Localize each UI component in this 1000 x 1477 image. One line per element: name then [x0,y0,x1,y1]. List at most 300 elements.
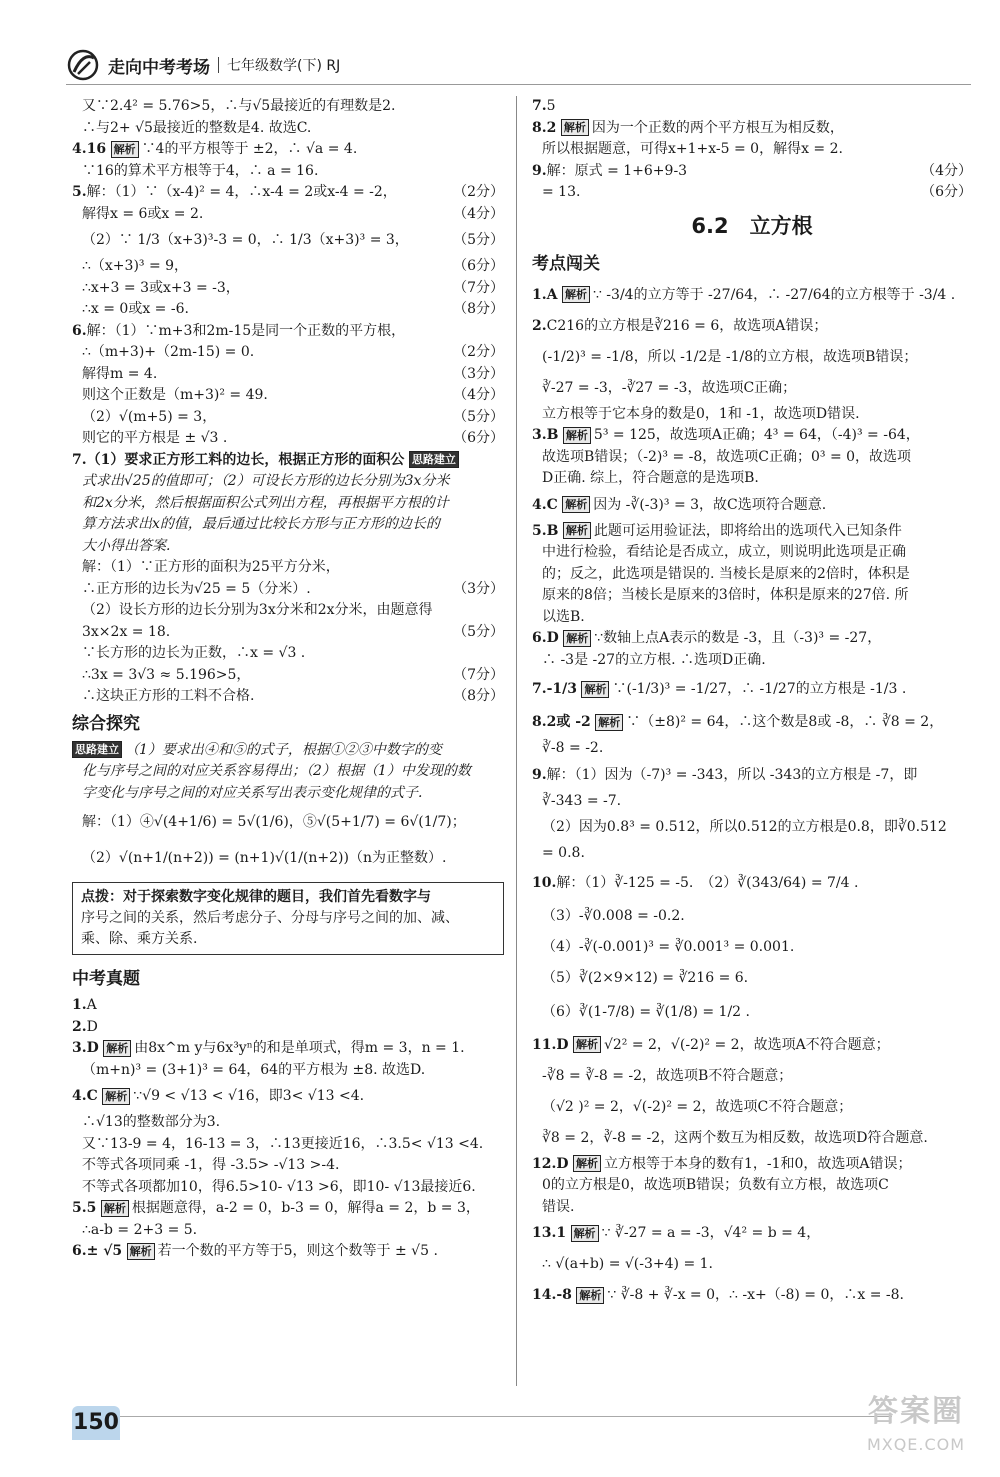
answer-line [72,204,504,226]
line-text: D [86,1018,98,1035]
line-content [72,1112,220,1134]
line-text: 解：（1）∵（x-4)² = 4，∴x-4 = 2或x-4 = -2， [86,184,397,200]
line-text: 则它的平方根是 ± √3 . [82,430,228,446]
line-text: ∴ √(a+b) = √(-3+4) = 1. [542,1256,713,1272]
analysis-tag: 解析 [562,286,590,303]
answer-choice: C [546,496,558,513]
line-content [72,1060,425,1082]
analysis-text: 立方根等于本身的数有1，-1和0，故选项A错误； [603,1155,912,1172]
line-content [532,738,603,760]
analysis-text: ∵√9 < √13 < √16，即3< √13 <4. [133,1088,365,1104]
analysis-text: ∵ ∛-27 = a = -3，√4² = b = 4， [601,1225,821,1241]
line-text: 解：（1）④√(4+1/6) = 5√(1/6)，⑤√(5+1/7) = 6√(1/7)； [82,814,466,830]
answer-line [532,425,972,447]
answer-line [72,1081,504,1112]
line-content [532,994,750,1030]
line-text: 所以根据题意，可得x+1+x-5 = 0，解得x = 2. [542,141,843,157]
answer-line [72,139,504,161]
answer-line [532,118,972,140]
line-text: 和2x分米，然后根据面积公式列出方程，再根据平方根的计 [82,494,449,511]
answer-line [532,404,972,426]
line-content [532,311,827,342]
line-content [72,256,188,278]
question-number: 4. [72,141,87,157]
answer-line [72,622,504,644]
answer-line [532,96,972,118]
answer-line [72,493,504,515]
answer-line [72,1155,504,1177]
line-text: 算方法求出x的值，最后通过比较长方形与正方形的边长的 [82,516,440,532]
question-number: 14. [532,1287,557,1303]
line-text: D正确. 综上，符合题意的是选项B. [542,470,759,486]
answer-line [72,1060,504,1082]
section-heading-real-exam: 中考真题 [72,969,140,989]
analysis-text: ∵数轴上点A表示的数是 -3，且（-3)³ = -27， [594,630,882,646]
answer-line [532,139,972,161]
question-number: 5. [532,522,547,539]
line-content [72,139,357,161]
line-content [72,643,305,665]
answer-line [72,740,504,762]
line-content [72,761,471,783]
answer-line [72,428,504,450]
answer-line [72,804,504,840]
question-number: 5. [72,184,87,200]
line-text: 5 [546,98,556,114]
analysis-tag: 解析 [573,1036,601,1053]
line-content [72,1177,476,1199]
answer-line [532,738,972,760]
analysis-tag: 解析 [563,630,591,647]
answer-line [72,643,504,665]
answer-line [532,932,972,963]
question-number: 7. [72,451,87,468]
line-content [532,447,911,469]
line-text: C [546,317,558,334]
line-text: （4）-∛(-0.001)³ = ∛0.001³ = 0.001. [542,938,795,955]
score-note: （2分） [453,184,504,200]
line-content [532,1175,889,1197]
answer-line [532,963,972,994]
answer-choice: D [546,630,559,646]
line-content [72,536,170,558]
answer-line [532,843,972,865]
line-text: （6）∛(1-7/8) = ∛(1/8) = 1/2 . [542,1003,750,1020]
line-text: ∴这块正方形的工料不合格. [82,688,255,704]
line-content [532,1154,912,1176]
line-text: ∴x+3 = 3或x+3 = -3， [82,279,240,296]
tip-line: 点拨：对于探索数字变化规律的题目，我们首先看数字与 [81,889,431,905]
line-text: （2）√(m+5) = 3， [82,408,217,425]
line-content [532,564,910,586]
analysis-tag: 解析 [571,1225,599,1242]
answer-line [532,447,972,469]
answer-line [532,311,972,342]
line-text: ∛-8 = -2. [542,740,604,756]
line-text: 解得x = 6或x = 2. [82,205,204,222]
analysis-tag: 解析 [563,522,591,539]
real-exam-answer-lines [72,995,504,1263]
answer-line [532,1280,972,1311]
line-text: A [86,997,97,1013]
answer-line [532,1218,972,1249]
line-text: 错误. [542,1198,575,1215]
score-note: （7分） [453,279,504,296]
answer-line [72,557,504,579]
right-top-answer-lines [532,96,972,204]
line-text: 0的立方根是0，故选项B错误；负数有立方根，故选项C [542,1177,889,1193]
line-text: 大小得出答案. [82,537,171,554]
line-content [72,1155,339,1177]
line-text: 解：（1）因为（-7)³ = -343，所以 -343的立方根是 -7，即 [546,766,918,783]
analysis-tag: 解析 [561,119,589,136]
line-content [72,995,97,1017]
line-text: 解：原式 = 1+6+9-3 [546,162,688,179]
left-answer-lines [72,96,504,708]
score-note: （7分） [453,666,504,683]
line-text: ∴（x+3)³ = 9， [82,258,189,274]
answer-line [532,791,972,813]
question-number: 6. [72,322,87,339]
line-text: （3）-∛0.008 = -0.2. [542,907,685,924]
line-text: （1）要求出④和⑤的式子，根据①②③中数字的变 [125,741,442,758]
line-text: ∴3x = 3√3 ≈ 5.196>5， [82,666,251,683]
answer-line [532,1123,972,1154]
line-content [532,468,759,490]
answer-line [72,118,504,140]
line-text: 中进行检验，看结论是否成立，成立，则说明此选项是正确 [542,544,906,560]
answer-line [532,707,972,738]
question-number: 5. [72,1200,87,1216]
line-content [532,342,917,373]
line-content [72,1220,197,1242]
analysis-tag: 解析 [562,496,590,513]
score-note: （4分） [921,162,972,179]
score-note: （5分） [453,232,504,248]
answer-line [72,225,504,256]
line-text: （2）∵ 1/3（x+3)³-3 = 0，∴ 1/3（x+3)³ = 3， [82,232,409,248]
line-text: ∴ -3是 -27的立方根. ∴选项D正确. [542,651,766,668]
line-content [72,686,254,708]
answer-line [532,865,972,901]
line-content [72,840,446,876]
analysis-text: 此题可运用验证法，即将给出的选项代入已知条件 [593,522,902,539]
line-text: -∛8 = ∛-8 = -2，故选项B不符合题意； [542,1067,793,1084]
answer-line [72,161,504,183]
line-text: ∴与2+ √5最接近的整数是4. 故选C. [82,119,312,136]
question-number: 2. [532,317,547,334]
answer-line [72,256,504,278]
analysis-tag: 思路建立 [409,451,459,468]
line-content [72,493,449,515]
answer-line [72,450,504,472]
line-content [72,1241,438,1263]
line-text: (-1/2)³ = -1/8，所以 -1/2是 -1/8的立方根，故选项B错误； [542,348,918,365]
answer-line [72,96,504,118]
line-text: 又∵13-9 = 4，16-13 = 3，∴13更接近16，∴3.5< √13 <4. [82,1135,484,1152]
line-content [532,521,902,543]
line-text: ∛-27 = -3，-∛27 = -3，故选项C正确； [542,379,797,396]
answer-choice: ± √5 [86,1243,123,1259]
brand-logo-icon [66,48,100,82]
line-text: （5）∛(2×9×12) = ∛216 = 6. [542,969,749,986]
analysis-tag: 解析 [581,681,609,698]
line-content [72,1017,98,1039]
line-text: ∴（m+3)+（2m-15) = 0. [82,344,255,360]
answer-line [72,579,504,601]
line-text: ∵长方形的边长为正数，∴x = √3 . [82,645,306,661]
line-text: 又∵2.4² = 5.76>5，∴与√5最接近的有理数是2. [82,98,396,114]
line-content [72,783,422,805]
line-content [72,161,318,183]
analysis-tag: 思路建立 [72,741,122,758]
column-divider [516,96,517,1386]
section-heading-explore: 综合探究 [72,713,140,734]
line-text: 式求出√25的值即可；（2）可设长方形的边长分别为3x分米 [82,473,450,489]
analysis-text: ∵（±8)² = 64，∴这个数是8或 -8，∴ ∛8 = 2， [626,714,944,730]
line-content [532,812,947,843]
line-content [532,650,766,672]
line-text: 原来的8倍；当棱长是原来的3倍时，体积是原来的27倍. 所 [542,587,909,603]
line-content [72,204,203,226]
tip-line: 乘、除、乘方关系. [81,931,198,947]
question-number: 6. [72,1243,87,1259]
line-text: （2）设长方形的边长分别为3x分米和2x分米，由题意得 [82,602,433,618]
line-content [532,373,796,404]
section-subheading: 考点闯关 [532,253,600,274]
question-number: 7. [532,98,547,114]
score-note: （4分） [453,387,504,403]
line-text: 解：（1）∛-125 = -5. （2）∛(343/64) = 7/4 . [556,874,859,891]
answer-line [72,407,504,429]
line-text: 则这个正数是（m+3)² = 49. [82,387,268,403]
analysis-text: 因为一个正数的两个平方根互为相反数， [591,119,844,136]
answer-line [532,1249,972,1280]
line-text: 解得m = 4. [82,365,158,382]
line-content [532,1249,713,1280]
question-number: 13. [532,1225,557,1241]
line-content [532,182,580,204]
tip-lines [81,887,495,950]
question-number: 10. [532,874,557,891]
score-note: （6分） [453,258,504,274]
answer-line [72,1177,504,1199]
line-text: （√2 )² = 2，√(-2)² = 2，故选项C不符合题意； [542,1098,853,1115]
question-number: 6. [532,630,547,646]
answer-line [72,385,504,407]
answer-line [72,665,504,687]
answer-line [72,783,504,805]
line-content [72,600,433,622]
right-answer-lines [532,280,972,1312]
score-note: （4分） [453,205,504,222]
answer-choice: D [556,1155,569,1172]
question-number: 4. [532,496,547,513]
line-content [72,225,409,256]
line-content [532,425,920,447]
explore-answer-lines [72,740,504,877]
analysis-text: ∵(-1/3)³ = -1/27，∴ -1/27的立方根是 -1/3 . [612,681,907,697]
answer-line [72,536,504,558]
answer-line [72,600,504,622]
line-content [72,1081,364,1112]
line-content [532,1092,852,1123]
score-note: （5分） [453,408,504,425]
line-content [532,118,844,140]
question-number: 9. [532,766,547,783]
answer-line [532,1154,972,1176]
line-text: ∛8 = 2，∛-8 = -2，这两个数互为相反数，故选项D符合题意. [542,1129,928,1146]
line-text: ∵16的算术平方根等于4，∴ a = 16. [82,162,319,179]
analysis-text: 由8x^m y与6x³yⁿ的和是单项式，得m = 3，n = 1. [134,1040,465,1056]
line-content [532,280,955,311]
analysis-text: ∵4的平方根等于 ±2，∴ √a = 4. [141,141,358,157]
line-content [72,450,462,472]
line-content [72,321,405,343]
answer-line [72,321,504,343]
answer-line [532,280,972,311]
line-content [532,932,794,963]
line-text: 化与序号之间的对应关系容易得出；（2）根据（1）中发现的数 [82,763,471,779]
question-number: 8. [532,714,547,730]
watermark [846,1390,986,1466]
line-content [532,490,826,521]
line-text: ∛-343 = -7. [542,792,622,809]
answer-line [532,468,972,490]
line-text: ∴正方形的边长为√25 = 5（分米）. [82,580,311,597]
answer-choice: （1）要求正方形工料的边长，根据正方形的面积公 [86,451,405,468]
book-subtitle: 七年级数学(下) RJ [227,58,341,74]
line-text: 以选B. [542,608,585,625]
score-note: （3分） [453,580,504,597]
line-content [532,865,858,901]
line-text: ∴x = 0或x = -6. [82,301,189,317]
score-note: （8分） [453,301,504,317]
analysis-tag: 解析 [563,427,591,444]
line-text: 3x×2x = 18. [82,623,171,640]
watermark-main: 答案圈 [868,1394,964,1429]
line-content [532,96,556,118]
line-content [72,622,170,644]
line-content [72,740,442,762]
answer-choice: A [546,286,558,303]
answer-line [532,1030,972,1061]
line-text: ∴a-b = 2+3 = 5. [82,1221,198,1238]
answer-line [72,1220,504,1242]
answer-choice: 2 [546,119,557,136]
line-content [72,428,227,450]
answer-line [532,564,972,586]
analysis-text: 216的立方根是∛216 = 6，故选项A错误； [557,317,828,334]
analysis-tag: 解析 [102,1088,130,1105]
answer-line [532,760,972,791]
line-content [72,118,311,140]
answer-line [72,1134,504,1156]
question-number: 7. [532,681,547,697]
answer-choice: B [546,427,559,443]
answer-choice: D [86,1040,99,1056]
question-number: 11. [532,1036,557,1053]
line-content [72,557,340,579]
question-number: 1. [72,997,87,1013]
answer-line [72,514,504,536]
line-content [72,471,449,493]
line-content [532,671,906,707]
answer-line [532,585,972,607]
answer-line [532,490,972,521]
tip-box [72,882,504,955]
line-content [72,1198,480,1220]
line-content [72,1038,465,1060]
line-content [532,542,906,564]
line-text: 解：（1）∵正方形的面积为25平方分米， [82,559,340,575]
section-title-cube-root: 6.2 立方根 [691,213,813,238]
question-number: 1. [532,286,547,303]
line-content [72,299,189,321]
line-content [532,1030,890,1061]
line-content [532,843,585,865]
line-content [532,628,881,650]
answer-line [532,521,972,543]
line-content [72,96,396,118]
page-number: 150 [72,1406,120,1440]
line-content [532,791,621,813]
answer-line [72,840,504,876]
line-content [532,901,685,932]
header-rule [66,84,971,85]
line-content [72,407,216,429]
answer-line [72,299,504,321]
line-content [532,1218,820,1249]
question-number: 3. [72,1040,87,1056]
answer-choice: -1/3 [546,681,578,697]
line-text: = 13. [542,184,581,200]
analysis-tag: 解析 [111,141,139,158]
line-content [72,1134,483,1156]
answer-choice: 16 [86,141,107,157]
line-content [532,1197,574,1219]
answer-line [532,650,972,672]
answer-line [532,901,972,932]
line-content [532,139,843,161]
line-content [532,585,909,607]
answer-line [72,1241,504,1263]
line-content [72,579,311,601]
answer-line [532,342,972,373]
answer-choice: C [86,1088,98,1104]
answer-line [532,542,972,564]
answer-line [72,1198,504,1220]
answer-choice: B [546,522,559,539]
score-note: （3分） [453,365,504,382]
line-text: 解：（1）∵m+3和2m-15是同一个正数的平方根， [86,322,406,339]
answer-line [532,994,972,1030]
answer-line [532,671,972,707]
line-content [72,278,240,300]
question-number: 4. [72,1088,87,1104]
answer-line [72,1112,504,1134]
line-content [72,385,268,407]
answer-line [72,342,504,364]
answer-line [532,607,972,629]
answer-line [532,628,972,650]
answer-line [532,812,972,843]
line-text: 的；反之，此选项是错误的. 当棱长是原来的2倍时，体积是 [542,565,910,582]
answer-line [72,686,504,708]
analysis-text: 5³ = 125，故选项A正确；4³ = 64，（-4)³ = -64， [593,427,920,443]
answer-choice: -8 [556,1287,572,1303]
answer-line [532,1061,972,1092]
